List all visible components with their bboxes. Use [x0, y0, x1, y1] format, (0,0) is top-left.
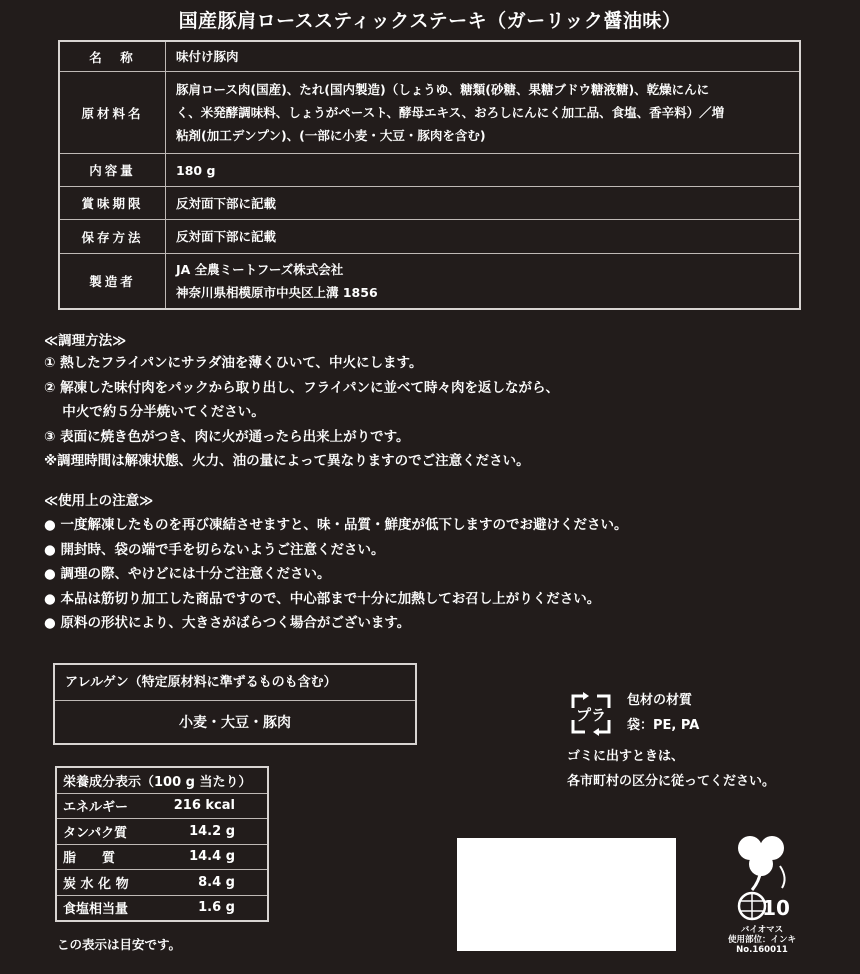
product-title: 国産豚肩ローススティックステーキ（ガーリック醤油味）	[178, 10, 682, 32]
caution-heading: ≪使用上の注意≫	[44, 493, 154, 509]
nutrient-value: 14.4 g	[149, 844, 268, 870]
caution-item: ● 一度解凍したものを再び凍結させますと、味・品質・鮮度が低下しますのでお避けください。	[44, 517, 628, 533]
label-best-before: 賞味期限	[59, 187, 166, 220]
biomass-text	[716, 925, 808, 955]
cooking-step: ① 熱したフライパンにサラダ油を薄くひいて、中火にします。	[44, 355, 423, 371]
nutrition-heading: 栄養成分表示（100 g 当たり）	[56, 767, 268, 793]
biomass-mark-icon	[728, 826, 794, 924]
cooking-step: 中火で約５分半焼いてください。	[44, 404, 265, 420]
value-best-before: 反対面下部に記載	[166, 187, 801, 220]
biomass-line: 使用部位：インキ	[727, 935, 796, 945]
disposal-info	[567, 745, 775, 794]
ingredients-line: 豚肩ロース肉(国産)、たれ(国内製造)（しょうゆ、糖類(砂糖、果糖ブドウ糖液糖)、乾燥にんに	[176, 82, 710, 97]
nutrition-table	[55, 766, 269, 922]
value-name: 味付け豚肉	[166, 41, 801, 72]
recycle-pla-icon	[565, 690, 617, 738]
table-row	[59, 41, 800, 72]
disposal-line: ゴミに出すときは、	[567, 749, 685, 764]
caution-item: ● 開封時、袋の端で手を切らないようご注意ください。	[44, 541, 385, 558]
packaging-material: 袋：PE, PA	[627, 717, 700, 733]
cooking-step: ② 解凍した味付肉をパックから取り出し、フライパンに並べて時々肉を返しながら、	[44, 379, 559, 396]
table-row	[59, 187, 800, 220]
allergen-heading: アレルゲン（特定原材料に準ずるものも含む）	[55, 665, 415, 701]
table-row	[56, 767, 268, 793]
pla-icon-label: プラ	[575, 706, 607, 724]
value-storage: 反対面下部に記載	[166, 220, 801, 254]
date-print-area	[457, 838, 676, 951]
cooking-section	[44, 331, 559, 474]
nutrition-note: この表示は目安です。	[57, 937, 182, 952]
table-row	[56, 844, 268, 870]
label-name: 名 称	[59, 41, 166, 72]
table-row	[59, 220, 800, 254]
caution-item: ● 原料の形状により、大きさがばらつく場合がございます。	[44, 615, 411, 631]
caution-section	[44, 489, 627, 636]
value-manufacturer	[166, 254, 801, 309]
manufacturer-name: JA 全農ミートフーズ株式会社	[176, 261, 344, 277]
nutrient-name: 食塩相当量	[56, 895, 149, 921]
table-row	[56, 793, 268, 819]
nutrient-name: エネルギー	[56, 793, 149, 819]
nutrient-name: 炭 水 化 物	[56, 870, 149, 896]
cooking-note: ※調理時間は解凍状態、火力、油の量によって異なりますのでご注意ください。	[44, 453, 530, 469]
value-ingredients	[166, 72, 801, 154]
caution-item: ● 本品は筋切り加工した商品ですので、中心部まで十分に加熱してお召し上がりください。	[44, 590, 601, 607]
allergen-items: 小麦・大豆・豚肉	[179, 715, 291, 731]
nutrient-value: 14.2 g	[149, 819, 268, 845]
table-row	[56, 819, 268, 845]
table-row	[59, 254, 800, 309]
packaging-label: 包材の材質	[627, 693, 693, 708]
table-row	[59, 72, 800, 154]
disposal-line: 各市町村の区分に従ってください。	[567, 773, 776, 789]
biomass-line: No.160011	[736, 945, 788, 955]
label-manufacturer: 製造者	[59, 254, 166, 309]
table-row	[56, 870, 268, 896]
allergen-box	[53, 663, 417, 745]
table-row	[56, 895, 268, 921]
nutrient-value: 216 kcal	[149, 793, 268, 819]
label-content: 内容量	[59, 154, 166, 187]
cooking-step: ③ 表面に焼き色がつき、肉に火が通ったら出来上がりです。	[44, 428, 410, 445]
packaging-info	[627, 689, 699, 738]
label-ingredients: 原材料名	[59, 72, 166, 154]
caution-item: ● 調理の際、やけどには十分ご注意ください。	[44, 566, 331, 582]
product-info-table	[58, 40, 801, 310]
nutrient-name: 脂 質	[56, 844, 149, 870]
ingredients-line: 粘剤(加工デンプン)、(一部に小麦・大豆・豚肉を含む)	[176, 128, 486, 143]
cooking-heading: ≪調理方法≫	[44, 333, 127, 349]
biomass-line: バイオマス	[740, 925, 784, 935]
nutrient-name: タンパク質	[56, 819, 149, 845]
nutrient-value: 1.6 g	[149, 895, 268, 921]
manufacturer-address: 神奈川県相模原市中央区上溝 1856	[176, 284, 378, 300]
ingredients-line: く、米発酵調味料、しょうがペースト、酵母エキス、おろしにんにく加工品、食塩、香辛料）／増	[176, 105, 725, 120]
value-content: 180 g	[166, 154, 801, 187]
biomass-number: 10	[762, 896, 790, 920]
table-row	[59, 154, 800, 187]
label-storage: 保存方法	[59, 220, 166, 254]
nutrient-value: 8.4 g	[149, 870, 268, 896]
